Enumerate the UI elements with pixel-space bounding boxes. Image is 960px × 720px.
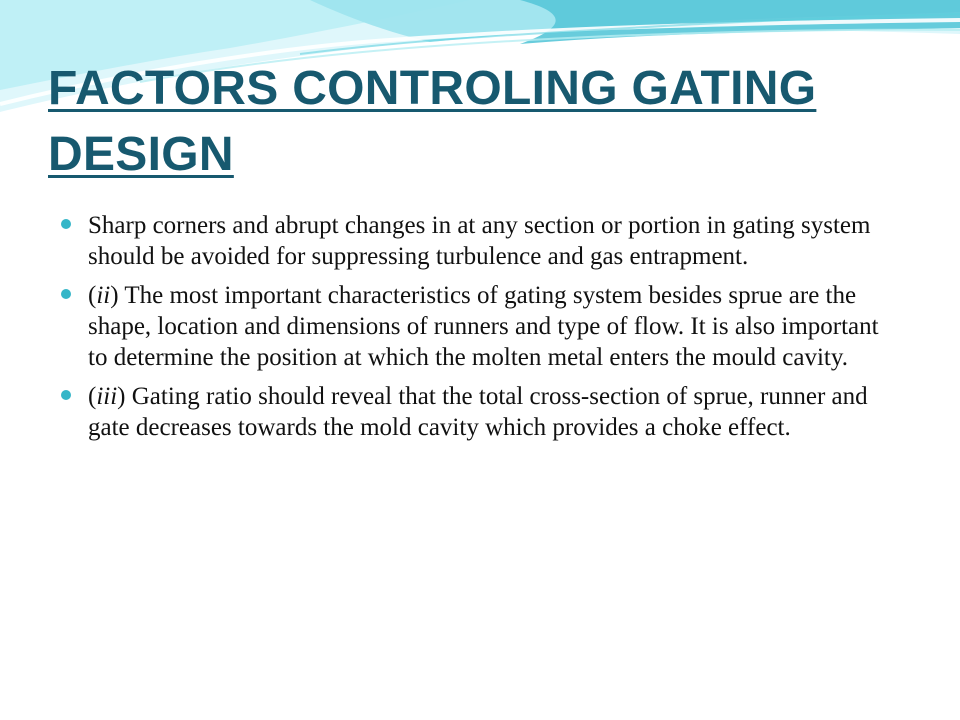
bullet-dot-icon <box>61 390 71 400</box>
open-parenthesis: ( <box>88 282 97 309</box>
bullet-dot-icon <box>61 219 71 229</box>
bullet-text-with-roman-marker <box>88 381 900 443</box>
close-parenthesis: ) <box>117 383 132 410</box>
roman-marker: iii <box>96 383 118 410</box>
bullet-item <box>60 210 900 272</box>
roman-marker: ii <box>96 282 111 309</box>
bullet-text: Sharp corners and abrupt changes in at any section or portion in gating system should be avoided for suppressing turbulence and gas entrapment. <box>88 212 871 270</box>
close-parenthesis: ) <box>110 282 125 309</box>
open-parenthesis: ( <box>88 383 97 410</box>
bullet-dot-icon <box>61 289 71 299</box>
bullet-list <box>60 210 900 451</box>
bullet-text: The most important characteristics of gating system besides sprue are the shape, location and dimensions of runners and type of flow. It is also important to determine the position at which the molten metal enters the mould cavity. <box>88 282 879 371</box>
bullet-text-with-roman-marker <box>88 280 900 373</box>
slide-title: FACTORS CONTROLING GATING DESIGN <box>48 62 817 181</box>
bullet-item <box>60 280 900 373</box>
bullet-text: Gating ratio should reveal that the total cross-section of sprue, runner and gate decreases towards the mold cavity which provides a choke effect. <box>88 383 868 441</box>
bullet-item <box>60 381 900 443</box>
